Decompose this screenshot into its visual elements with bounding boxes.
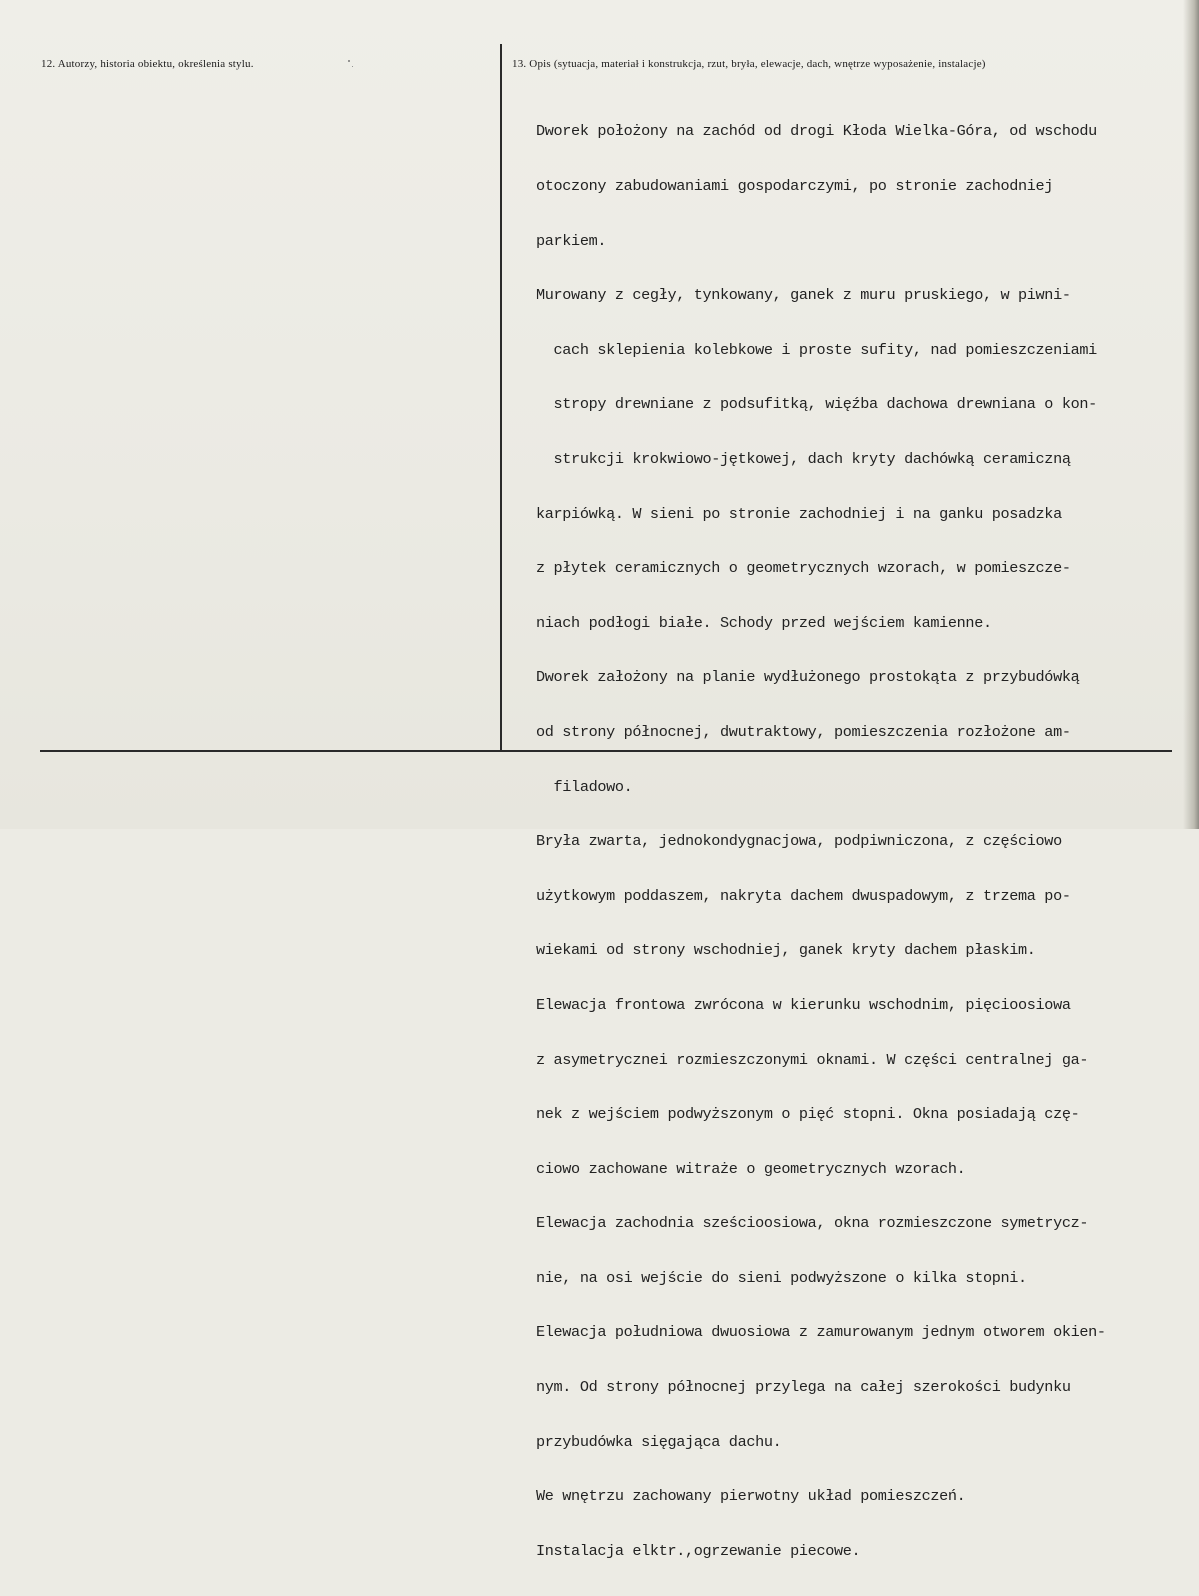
text-line: wiekami od strony wschodniej, ganek kryty dachem płaskim. <box>536 941 1036 960</box>
text-line: od strony północnej, dwutraktowy, pomieszczenia rozłożone am- <box>536 722 1071 741</box>
text-line: strukcji krokwiowo-jętkowej, dach kryty dachówką ceramiczną <box>536 449 1071 468</box>
section-13-heading: 13. Opis (sytuacja, materiał i konstrukcja, rzut, bryła, elewacje, dach, wnętrze wyposażenie, instalacje) <box>512 58 986 70</box>
text-line: z płytek ceramicznych o geometrycznych wzorach, w pomieszcze- <box>536 559 1071 578</box>
section-12-heading: 12. Autorzy, historia obiektu, określenia stylu. <box>41 58 254 70</box>
text-line: otoczony zabudowaniami gospodarczymi, po stronie zachodniej <box>536 177 1054 195</box>
text-line: użytkowym poddaszem, nakryta dachem dwuspadowym, z trzema po- <box>536 886 1071 905</box>
paper-speck <box>348 60 350 62</box>
text-line: nek z wejściem podwyższonym o pięć stopni. Okna posiadają czę- <box>536 1105 1080 1124</box>
text-line: Elewacja zachodnia sześcioosiowa, okna rozmieszczone symetrycz- <box>536 1214 1089 1233</box>
text-line: Elewacja południowa dwuosiowa z zamurowanym jednym otworem okien- <box>536 1323 1106 1342</box>
typed-description <box>536 86 1166 1596</box>
text-line: z asymetrycznei rozmieszczonymi oknami. W części centralnej ga- <box>536 1050 1089 1069</box>
page-edge-shadow <box>1183 0 1199 829</box>
text-line: Dworek założony na planie wydłużonego prostokąta z przybudówką <box>536 668 1080 687</box>
text-line: stropy drewniane z podsufitką, więźba dachowa drewniana o kon- <box>536 395 1097 414</box>
text-line: niach podłogi białe. Schody przed wejściem kamienne. <box>536 613 992 632</box>
text-line: nym. Od strony północnej przylega na całej szerokości budynku <box>536 1378 1071 1397</box>
text-line: Bryła zwarta, jednokondygnacjowa, podpiwniczona, z częściowo <box>536 832 1062 851</box>
paper-speck <box>352 66 353 67</box>
text-line: Elewacja frontowa zwrócona w kierunku wschodnim, pięcioosiowa <box>536 995 1071 1014</box>
text-line: karpiówką. W sieni po stronie zachodniej i na ganku posadzka <box>536 504 1062 523</box>
text-line: filadowo. <box>536 777 633 796</box>
column-divider <box>500 44 502 751</box>
text-line: cach sklepienia kolebkowe i proste sufity, nad pomieszczeniami <box>536 340 1097 359</box>
text-line: Murowany z cegły, tynkowany, ganek z muru pruskiego, w piwni- <box>536 286 1071 305</box>
text-line: nie, na osi wejście do sieni podwyższone o kilka stopni. <box>536 1268 1027 1287</box>
text-line: parkiem. <box>536 231 607 250</box>
text-line: We wnętrzu zachowany pierwotny układ pomieszczeń. <box>536 1487 966 1506</box>
text-line: ciowo zachowane witraże o geometrycznych wzorach. <box>536 1159 966 1178</box>
text-line: przybudówka sięgająca dachu. <box>536 1432 782 1451</box>
text-line: Dworek położony na zachód od drogi Kłoda Wielka-Góra, od wschodu <box>536 122 1097 141</box>
text-line: Instalacja elktr.,ogrzewanie piecowe. <box>536 1541 861 1560</box>
